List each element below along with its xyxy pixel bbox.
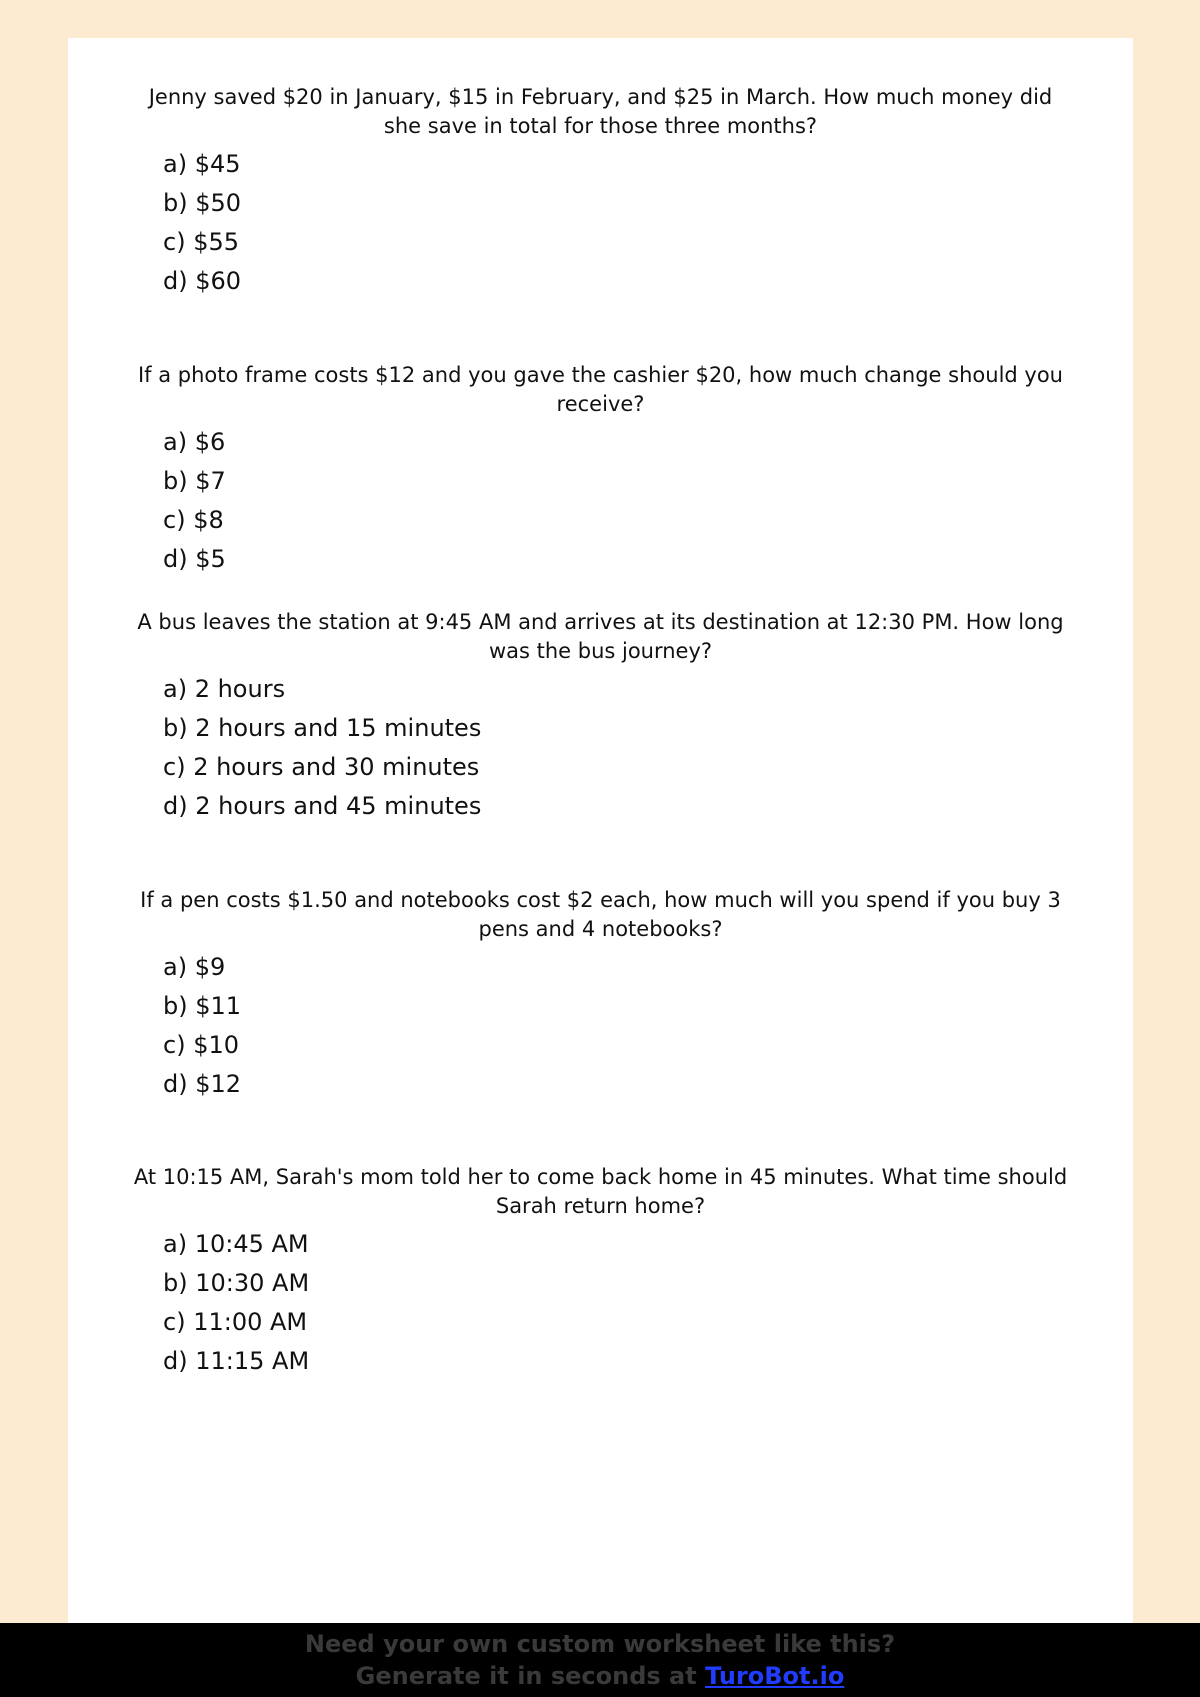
- worksheet-page: [68, 38, 1133, 1623]
- question-4: [68, 886, 1133, 1104]
- answer-option-a: a) $9: [163, 953, 226, 981]
- question-prompt: If a pen costs $1.50 and notebooks cost $2 each, how much will you spend if you buy 3 pens and 4 notebooks?: [140, 888, 1061, 941]
- answer-option-b: b) $50: [163, 189, 242, 217]
- answer-option-b: b) 2 hours and 15 minutes: [163, 714, 482, 742]
- answer-option-b: b) $7: [163, 467, 226, 495]
- answer-option-a: a) 10:45 AM: [163, 1230, 309, 1258]
- answer-option-a: a) 2 hours: [163, 675, 286, 703]
- answer-option-d: d) $5: [163, 545, 226, 573]
- question-3: [68, 608, 1133, 826]
- question-5: [68, 1163, 1133, 1381]
- answer-option-c: c) $55: [163, 228, 239, 256]
- footer-subline: [0, 1660, 1200, 1692]
- answer-option-b: b) $11: [163, 992, 242, 1020]
- answer-options: [163, 948, 1133, 1104]
- answer-options: [163, 1225, 1133, 1381]
- question-prompt: If a photo frame costs $12 and you gave the cashier $20, how much change should you receive?: [137, 363, 1063, 416]
- answer-options: [163, 423, 1133, 579]
- answer-options: [163, 145, 1133, 301]
- question-prompt: At 10:15 AM, Sarah's mom told her to come back home in 45 minutes. What time should Sarah return home?: [133, 1165, 1068, 1218]
- question-prompt: Jenny saved $20 in January, $15 in February, and $25 in March. How much money did she save in total for those three months?: [148, 85, 1053, 138]
- answer-option-d: d) $60: [163, 267, 242, 295]
- answer-options: [163, 670, 1133, 826]
- answer-option-d: d) $12: [163, 1070, 242, 1098]
- question-2: [68, 361, 1133, 579]
- question-prompt: A bus leaves the station at 9:45 AM and arrives at its destination at 12:30 PM. How long was the bus journey?: [137, 610, 1064, 663]
- answer-option-a: a) $6: [163, 428, 226, 456]
- answer-option-d: d) 11:15 AM: [163, 1347, 310, 1375]
- answer-option-d: d) 2 hours and 45 minutes: [163, 792, 482, 820]
- answer-option-b: b) 10:30 AM: [163, 1269, 310, 1297]
- footer-headline: Need your own custom worksheet like this?: [304, 1630, 896, 1658]
- turobot-link[interactable]: TuroBot.io: [705, 1662, 845, 1690]
- answer-option-c: c) 11:00 AM: [163, 1308, 308, 1336]
- answer-option-c: c) $10: [163, 1031, 239, 1059]
- answer-option-c: c) $8: [163, 506, 224, 534]
- promo-footer: [0, 1623, 1200, 1697]
- footer-subline-text: Generate it in seconds at: [355, 1662, 706, 1690]
- question-1: [68, 83, 1133, 301]
- answer-option-c: c) 2 hours and 30 minutes: [163, 753, 480, 781]
- answer-option-a: a) $45: [163, 150, 241, 178]
